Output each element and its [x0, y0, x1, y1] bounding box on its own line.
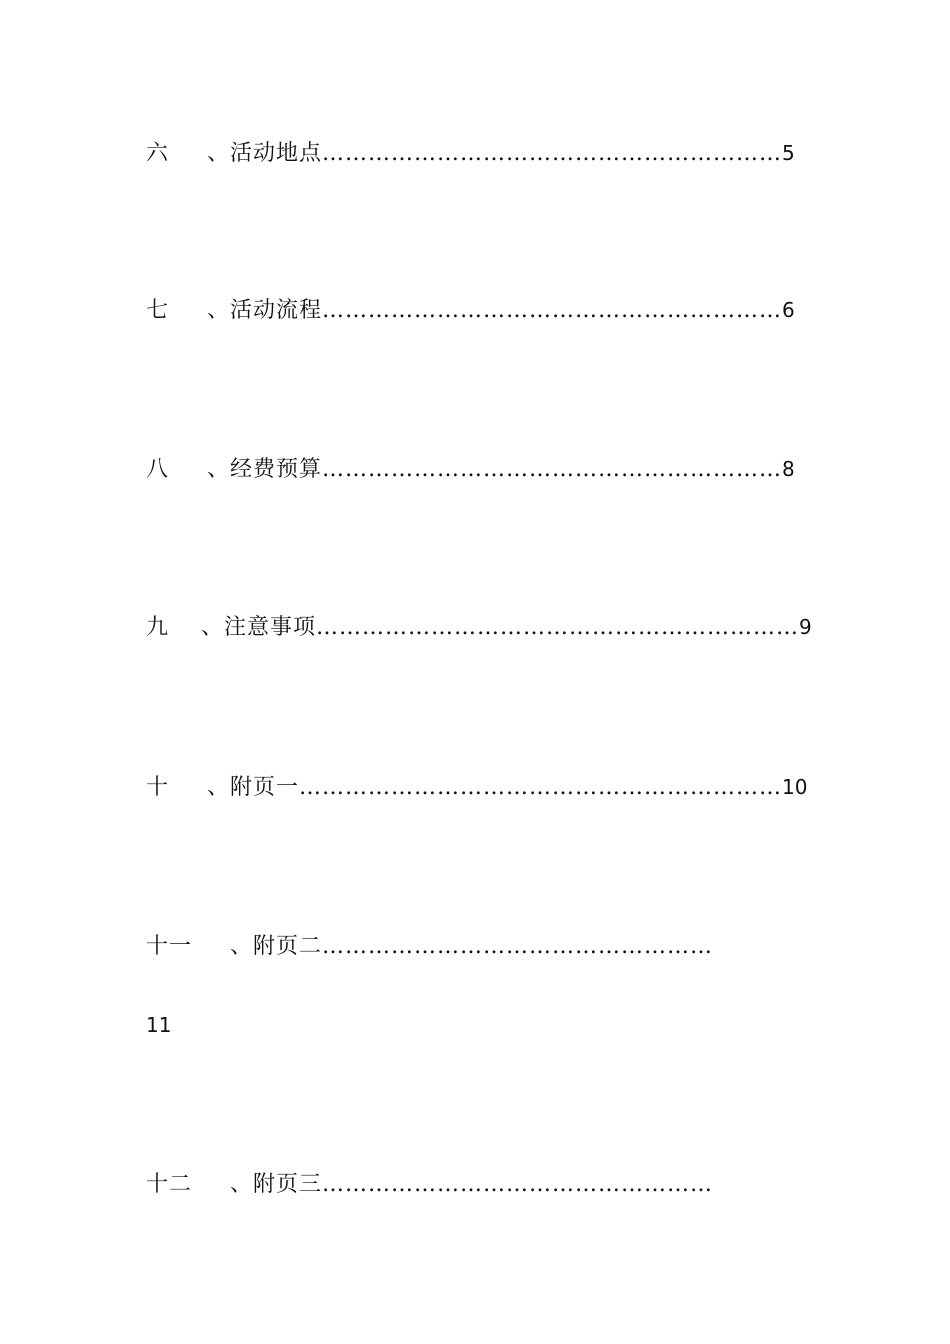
toc-entry-6[interactable] [146, 139, 795, 168]
toc-entry-10[interactable] [146, 773, 807, 802]
toc-entry-title: 、附页一 [207, 775, 300, 800]
toc-leader-dots: …………………………………………… [322, 1172, 714, 1197]
toc-entry-8[interactable] [146, 455, 795, 484]
toc-entry-number: 七 [146, 298, 170, 323]
toc-leader-dots: ……………………………………………………… [299, 775, 783, 800]
toc-entry-9[interactable] [146, 613, 812, 642]
toc-entry-title: 、经费预算 [207, 457, 323, 482]
toc-leader-dots: …………………………………………………… [322, 298, 783, 323]
toc-entry-number: 六 [146, 141, 170, 166]
toc-entry-number: 十 [146, 775, 170, 800]
toc-entry-title: 、附页三 [230, 1172, 323, 1197]
toc-entry-11[interactable] [146, 933, 713, 961]
toc-page-number: 5 [782, 141, 795, 165]
toc-entry-number: 八 [146, 457, 170, 482]
toc-entry-number: 九 [146, 615, 170, 640]
toc-leader-dots: …………………………………………………… [322, 457, 783, 482]
toc-entry-title: 、附页二 [230, 934, 323, 959]
toc-page-number: 6 [782, 298, 795, 322]
toc-entry-12[interactable] [146, 1170, 713, 1199]
toc-entry-title: 、活动流程 [207, 298, 323, 323]
toc-leader-dots: ……………………………………………………… [316, 615, 800, 640]
toc-leader-dots: …………………………………………………… [322, 141, 783, 166]
toc-page-number: 11 [146, 1013, 172, 1037]
toc-entry-title: 、活动地点 [207, 141, 323, 166]
toc-entry-number: 十二 [146, 1172, 193, 1197]
toc-entry-title: 、注意事项 [201, 615, 317, 640]
toc-leader-dots: …………………………………………… [322, 934, 714, 959]
toc-page-number: 8 [782, 457, 795, 481]
toc-entry-7[interactable] [146, 296, 795, 325]
toc-page-number: 10 [782, 775, 808, 799]
toc-page-number: 9 [799, 615, 812, 639]
toc-entry-number: 十一 [146, 934, 193, 959]
